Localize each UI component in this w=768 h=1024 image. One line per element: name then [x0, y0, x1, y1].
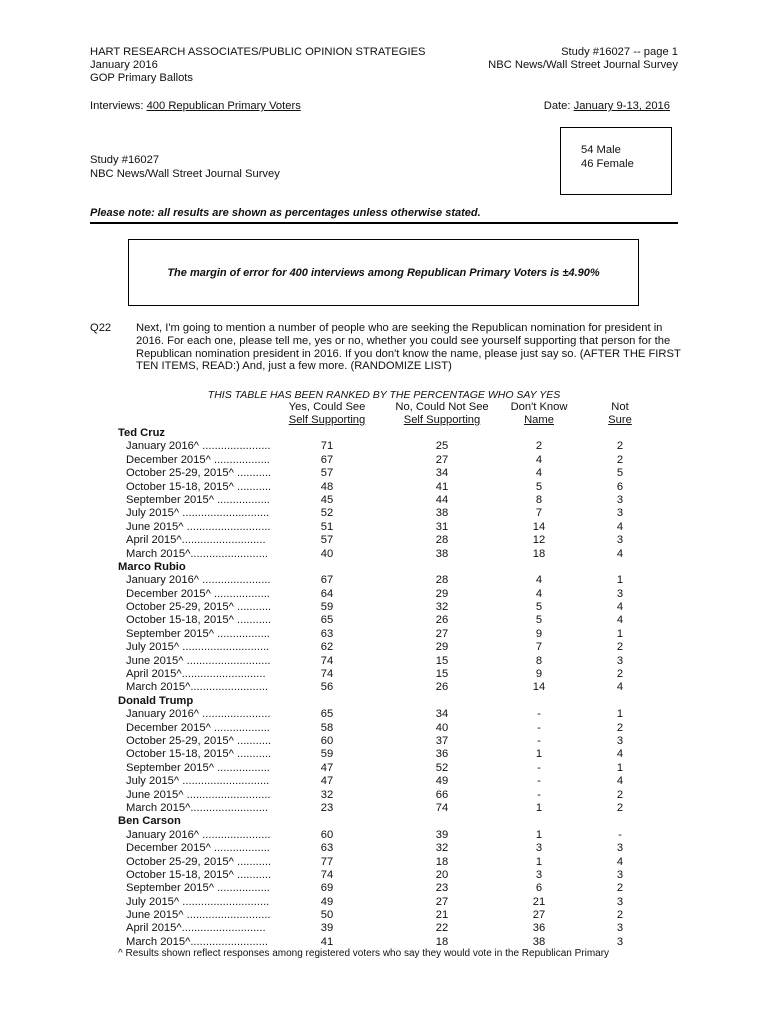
- no-value: 38: [435, 547, 449, 560]
- date-label: Date:: [543, 100, 574, 112]
- not-sure-value: 2: [616, 453, 624, 466]
- study-survey: NBC News/Wall Street Journal Survey: [90, 168, 280, 180]
- dont-know-value: 2: [535, 440, 543, 453]
- interviews-line: [90, 100, 301, 112]
- not-sure-value: 4: [616, 775, 624, 788]
- not-sure-value: 3: [616, 842, 624, 855]
- no-value: 15: [435, 668, 449, 681]
- dont-know-value: 18: [532, 547, 546, 560]
- no-value: 52: [435, 761, 449, 774]
- no-value: 32: [435, 601, 449, 614]
- dont-know-value: 1: [535, 828, 543, 841]
- col-header-yes: [282, 401, 372, 427]
- table-row: [90, 521, 690, 534]
- col-header-not-sure-line2: Sure: [608, 414, 632, 427]
- row-label: June 2015^ ...........................: [126, 788, 271, 801]
- rank-note: THIS TABLE HAS BEEN RANKED BY THE PERCENTAGE WHO SAY YES: [207, 389, 561, 401]
- not-sure-value: 6: [616, 480, 624, 493]
- yes-value: 63: [320, 842, 334, 855]
- group-heading: Marco Rubio: [118, 560, 186, 573]
- no-value: 15: [435, 654, 449, 667]
- row-label: October 15-18, 2015^ ...........: [126, 868, 272, 881]
- no-value: 49: [435, 775, 449, 788]
- dont-know-value: 4: [535, 574, 543, 587]
- not-sure-value: 3: [616, 935, 624, 948]
- table-row: [90, 614, 690, 627]
- not-sure-value: 2: [616, 909, 624, 922]
- dont-know-value: 14: [532, 520, 546, 533]
- survey-month: January 2016: [90, 59, 158, 71]
- table-row: [90, 467, 690, 480]
- yes-value: 60: [320, 734, 334, 747]
- results-table: [90, 427, 690, 949]
- table-row: [90, 507, 690, 520]
- no-value: 66: [435, 788, 449, 801]
- not-sure-value: 3: [616, 507, 624, 520]
- not-sure-value: 4: [616, 547, 624, 560]
- no-value: 29: [435, 587, 449, 600]
- table-row: [90, 681, 690, 694]
- table-row: [90, 856, 690, 869]
- not-sure-value: 2: [616, 641, 624, 654]
- not-sure-value: 3: [616, 534, 624, 547]
- no-value: 26: [435, 681, 449, 694]
- table-row: [90, 494, 690, 507]
- study-block: [90, 153, 280, 181]
- row-label: January 2016^ ......................: [126, 828, 271, 841]
- dont-know-value: 14: [532, 681, 546, 694]
- row-label: July 2015^ ............................: [126, 895, 270, 908]
- margin-of-error-box: [128, 239, 639, 306]
- row-label: April 2015^...........................: [126, 668, 266, 681]
- question-number: Q22: [90, 322, 112, 334]
- dont-know-value: 4: [535, 467, 543, 480]
- yes-value: 74: [320, 654, 334, 667]
- no-value: 39: [435, 828, 449, 841]
- col-header-no-line1: No, Could Not See: [395, 401, 489, 413]
- dont-know-value: 9: [535, 668, 543, 681]
- dont-know-value: 4: [535, 453, 543, 466]
- no-value: 20: [435, 868, 449, 881]
- table-row: [90, 722, 690, 735]
- table-row: [90, 869, 690, 882]
- not-sure-value: 2: [616, 668, 624, 681]
- table-row: [90, 641, 690, 654]
- yes-value: 49: [320, 895, 334, 908]
- male-share: 54 Male: [581, 144, 621, 156]
- col-header-not-sure-line1: Not: [611, 401, 629, 413]
- row-label: October 15-18, 2015^ ...........: [126, 748, 272, 761]
- no-value: 44: [435, 493, 449, 506]
- yes-value: 67: [320, 574, 334, 587]
- no-value: 21: [435, 909, 449, 922]
- row-label: January 2016^ ......................: [126, 574, 271, 587]
- row-label: December 2015^ ..................: [126, 721, 270, 734]
- no-value: 18: [435, 855, 449, 868]
- not-sure-value: 1: [616, 627, 624, 640]
- row-label: September 2015^ .................: [126, 493, 270, 506]
- no-value: 36: [435, 748, 449, 761]
- dont-know-value: -: [537, 721, 541, 734]
- not-sure-value: 3: [616, 868, 624, 881]
- yes-value: 65: [320, 614, 334, 627]
- row-label: July 2015^ ............................: [126, 641, 270, 654]
- gender-box: [560, 127, 672, 195]
- table-row: [90, 655, 690, 668]
- yes-value: 45: [320, 493, 334, 506]
- no-value: 28: [435, 574, 449, 587]
- no-value: 32: [435, 842, 449, 855]
- yes-value: 65: [320, 708, 334, 721]
- dont-know-value: 4: [535, 587, 543, 600]
- interviews-label: Interviews:: [90, 100, 147, 112]
- row-label: June 2015^ ...........................: [126, 909, 271, 922]
- row-label: October 25-29, 2015^ ...........: [126, 855, 272, 868]
- row-label: January 2016^ ......................: [126, 708, 271, 721]
- not-sure-value: 2: [616, 440, 624, 453]
- dont-know-value: 3: [535, 842, 543, 855]
- row-label: June 2015^ ...........................: [126, 520, 271, 533]
- group-heading: Ted Cruz: [118, 427, 166, 439]
- row-label: September 2015^ .................: [126, 882, 270, 895]
- not-sure-value: 3: [616, 922, 624, 935]
- row-label: December 2015^ ..................: [126, 453, 270, 466]
- survey-name: NBC News/Wall Street Journal Survey: [488, 59, 678, 71]
- row-label: December 2015^ ..................: [126, 587, 270, 600]
- dont-know-value: 5: [535, 614, 543, 627]
- no-value: 40: [435, 721, 449, 734]
- dont-know-value: 9: [535, 627, 543, 640]
- dont-know-value: 27: [532, 909, 546, 922]
- not-sure-value: 2: [616, 882, 624, 895]
- no-value: 25: [435, 440, 449, 453]
- row-label: July 2015^ ............................: [126, 507, 270, 520]
- yes-value: 63: [320, 627, 334, 640]
- dont-know-value: 7: [535, 507, 543, 520]
- table-row: [90, 922, 690, 935]
- table-row: [90, 735, 690, 748]
- yes-value: 64: [320, 587, 334, 600]
- not-sure-value: 4: [616, 681, 624, 694]
- study-page: Study #16027 -- page 1: [561, 46, 678, 58]
- not-sure-value: 4: [616, 748, 624, 761]
- dont-know-value: 8: [535, 654, 543, 667]
- yes-value: 32: [320, 788, 334, 801]
- yes-value: 59: [320, 748, 334, 761]
- row-label: April 2015^...........................: [126, 534, 266, 547]
- table-row: [90, 574, 690, 587]
- table-row: [90, 601, 690, 614]
- yes-value: 74: [320, 668, 334, 681]
- group-heading: Donald Trump: [118, 694, 194, 707]
- no-value: 18: [435, 935, 449, 948]
- row-label: March 2015^.........................: [126, 547, 269, 560]
- dont-know-value: 7: [535, 641, 543, 654]
- header-left: [90, 46, 426, 85]
- row-label: October 25-29, 2015^ ...........: [126, 467, 272, 480]
- table-row: [90, 534, 690, 547]
- dont-know-value: 5: [535, 480, 543, 493]
- table-row: [90, 762, 690, 775]
- date-line: [544, 100, 670, 112]
- margin-of-error-text: The margin of error for 400 interviews among Republican Primary Voters is ±4.90%: [167, 266, 600, 279]
- not-sure-value: 1: [616, 708, 624, 721]
- org-name: HART RESEARCH ASSOCIATES/PUBLIC OPINION STRATEGIES: [90, 46, 426, 58]
- no-value: 34: [435, 708, 449, 721]
- female-share: 46 Female: [581, 158, 634, 170]
- not-sure-value: 5: [616, 467, 624, 480]
- table-row: [90, 481, 690, 494]
- yes-value: 51: [320, 520, 334, 533]
- table-row: [90, 588, 690, 601]
- not-sure-value: 3: [616, 493, 624, 506]
- not-sure-value: 1: [616, 761, 624, 774]
- dont-know-value: 8: [535, 493, 543, 506]
- yes-value: 57: [320, 467, 334, 480]
- not-sure-value: 3: [616, 587, 624, 600]
- yes-value: 59: [320, 601, 334, 614]
- table-row: [90, 842, 690, 855]
- no-value: 37: [435, 734, 449, 747]
- interviews-value: 400 Republican Primary Voters: [146, 100, 301, 112]
- col-header-yes-line1: Yes, Could See: [288, 401, 366, 413]
- not-sure-value: 4: [616, 520, 624, 533]
- col-header-not-sure: [598, 401, 642, 427]
- yes-value: 69: [320, 882, 334, 895]
- divider: [90, 222, 678, 224]
- row-label: September 2015^ .................: [126, 761, 270, 774]
- dont-know-value: 21: [532, 895, 546, 908]
- yes-value: 40: [320, 547, 334, 560]
- dont-know-value: 12: [532, 534, 546, 547]
- yes-value: 41: [320, 935, 334, 948]
- yes-value: 57: [320, 534, 334, 547]
- row-label: July 2015^ ............................: [126, 775, 270, 788]
- no-value: 28: [435, 534, 449, 547]
- yes-value: 74: [320, 868, 334, 881]
- yes-value: 47: [320, 761, 334, 774]
- row-label: January 2016^ ......................: [126, 440, 271, 453]
- no-value: 27: [435, 627, 449, 640]
- footnote: ^ Results shown reflect responses among registered voters who say they would vote in the Republican Primary: [118, 948, 610, 959]
- yes-value: 62: [320, 641, 334, 654]
- not-sure-value: 4: [616, 855, 624, 868]
- dont-know-value: -: [537, 761, 541, 774]
- table-row: [90, 628, 690, 641]
- col-header-no-line2: Self Supporting: [403, 414, 481, 427]
- col-header-dont-know-line2: Name: [524, 414, 554, 427]
- not-sure-value: 2: [616, 721, 624, 734]
- not-sure-value: 3: [616, 734, 624, 747]
- not-sure-value: 3: [616, 895, 624, 908]
- not-sure-value: 2: [616, 801, 624, 814]
- dont-know-value: 1: [535, 748, 543, 761]
- yes-value: 67: [320, 453, 334, 466]
- col-header-dont-know-line1: Don't Know: [510, 401, 568, 413]
- dont-know-value: -: [537, 708, 541, 721]
- dont-know-value: -: [537, 734, 541, 747]
- yes-value: 71: [320, 440, 334, 453]
- row-label: April 2015^...........................: [126, 922, 266, 935]
- not-sure-value: 4: [616, 614, 624, 627]
- no-value: 31: [435, 520, 449, 533]
- table-row: [90, 548, 690, 561]
- no-value: 38: [435, 507, 449, 520]
- table-row: [90, 748, 690, 761]
- table-row: [90, 896, 690, 909]
- no-value: 29: [435, 641, 449, 654]
- row-label: October 15-18, 2015^ ...........: [126, 614, 272, 627]
- dont-know-value: 6: [535, 882, 543, 895]
- row-label: September 2015^ .................: [126, 627, 270, 640]
- yes-value: 60: [320, 828, 334, 841]
- percentages-note: Please note: all results are shown as percentages unless otherwise stated.: [90, 207, 481, 219]
- row-label: October 25-29, 2015^ ...........: [126, 601, 272, 614]
- yes-value: 50: [320, 909, 334, 922]
- no-value: 41: [435, 480, 449, 493]
- row-label: March 2015^.........................: [126, 681, 269, 694]
- yes-value: 77: [320, 855, 334, 868]
- table-row: [90, 882, 690, 895]
- table-row: [90, 802, 690, 815]
- row-label: March 2015^.........................: [126, 801, 269, 814]
- date-value: January 9-13, 2016: [573, 100, 670, 112]
- yes-value: 23: [320, 801, 334, 814]
- dont-know-value: 3: [535, 868, 543, 881]
- table-row: [90, 829, 690, 842]
- no-value: 26: [435, 614, 449, 627]
- table-row: [90, 668, 690, 681]
- no-value: 22: [435, 922, 449, 935]
- not-sure-value: 2: [616, 788, 624, 801]
- not-sure-value: 4: [616, 601, 624, 614]
- row-label: March 2015^.........................: [126, 935, 269, 948]
- header-right: [488, 46, 678, 72]
- yes-value: 39: [320, 922, 334, 935]
- ballot-label: GOP Primary Ballots: [90, 72, 193, 84]
- question-text: Next, I'm going to mention a number of people who are seeking the Republican nomination for president in 2016. For each one, please tell me, yes or no, whether you could see yourself supporting that person for the Republican nomination president in 2016. If you don't know the name, please just say so. (AFTER THE FIRST TEN ITEMS, READ:) And, just a few more. (RANDOMIZE LIST): [136, 322, 681, 373]
- table-row: [90, 454, 690, 467]
- yes-value: 52: [320, 507, 334, 520]
- row-label: December 2015^ ..................: [126, 842, 270, 855]
- no-value: 23: [435, 882, 449, 895]
- col-header-yes-line2: Self Supporting: [288, 414, 366, 427]
- yes-value: 56: [320, 681, 334, 694]
- dont-know-value: 36: [532, 922, 546, 935]
- yes-value: 58: [320, 721, 334, 734]
- no-value: 34: [435, 467, 449, 480]
- dont-know-value: 5: [535, 601, 543, 614]
- row-label: October 25-29, 2015^ ...........: [126, 734, 272, 747]
- no-value: 74: [435, 801, 449, 814]
- dont-know-value: 1: [535, 855, 543, 868]
- study-number: Study #16027: [90, 154, 160, 166]
- dont-know-value: 38: [532, 935, 546, 948]
- yes-value: 47: [320, 775, 334, 788]
- table-row: [90, 440, 690, 453]
- row-label: June 2015^ ...........................: [126, 654, 271, 667]
- table-row: [90, 775, 690, 788]
- table-row: [90, 708, 690, 721]
- no-value: 27: [435, 453, 449, 466]
- yes-value: 48: [320, 480, 334, 493]
- dont-know-value: -: [537, 788, 541, 801]
- dont-know-value: -: [537, 775, 541, 788]
- not-sure-value: 1: [616, 574, 624, 587]
- table-row: [90, 909, 690, 922]
- col-header-dont-know: [502, 401, 576, 427]
- not-sure-value: -: [618, 828, 622, 841]
- row-label: October 15-18, 2015^ ...........: [126, 480, 272, 493]
- no-value: 27: [435, 895, 449, 908]
- table-row: [90, 789, 690, 802]
- not-sure-value: 3: [616, 654, 624, 667]
- dont-know-value: 1: [535, 801, 543, 814]
- group-heading: Ben Carson: [118, 815, 181, 828]
- col-header-no: [392, 401, 492, 427]
